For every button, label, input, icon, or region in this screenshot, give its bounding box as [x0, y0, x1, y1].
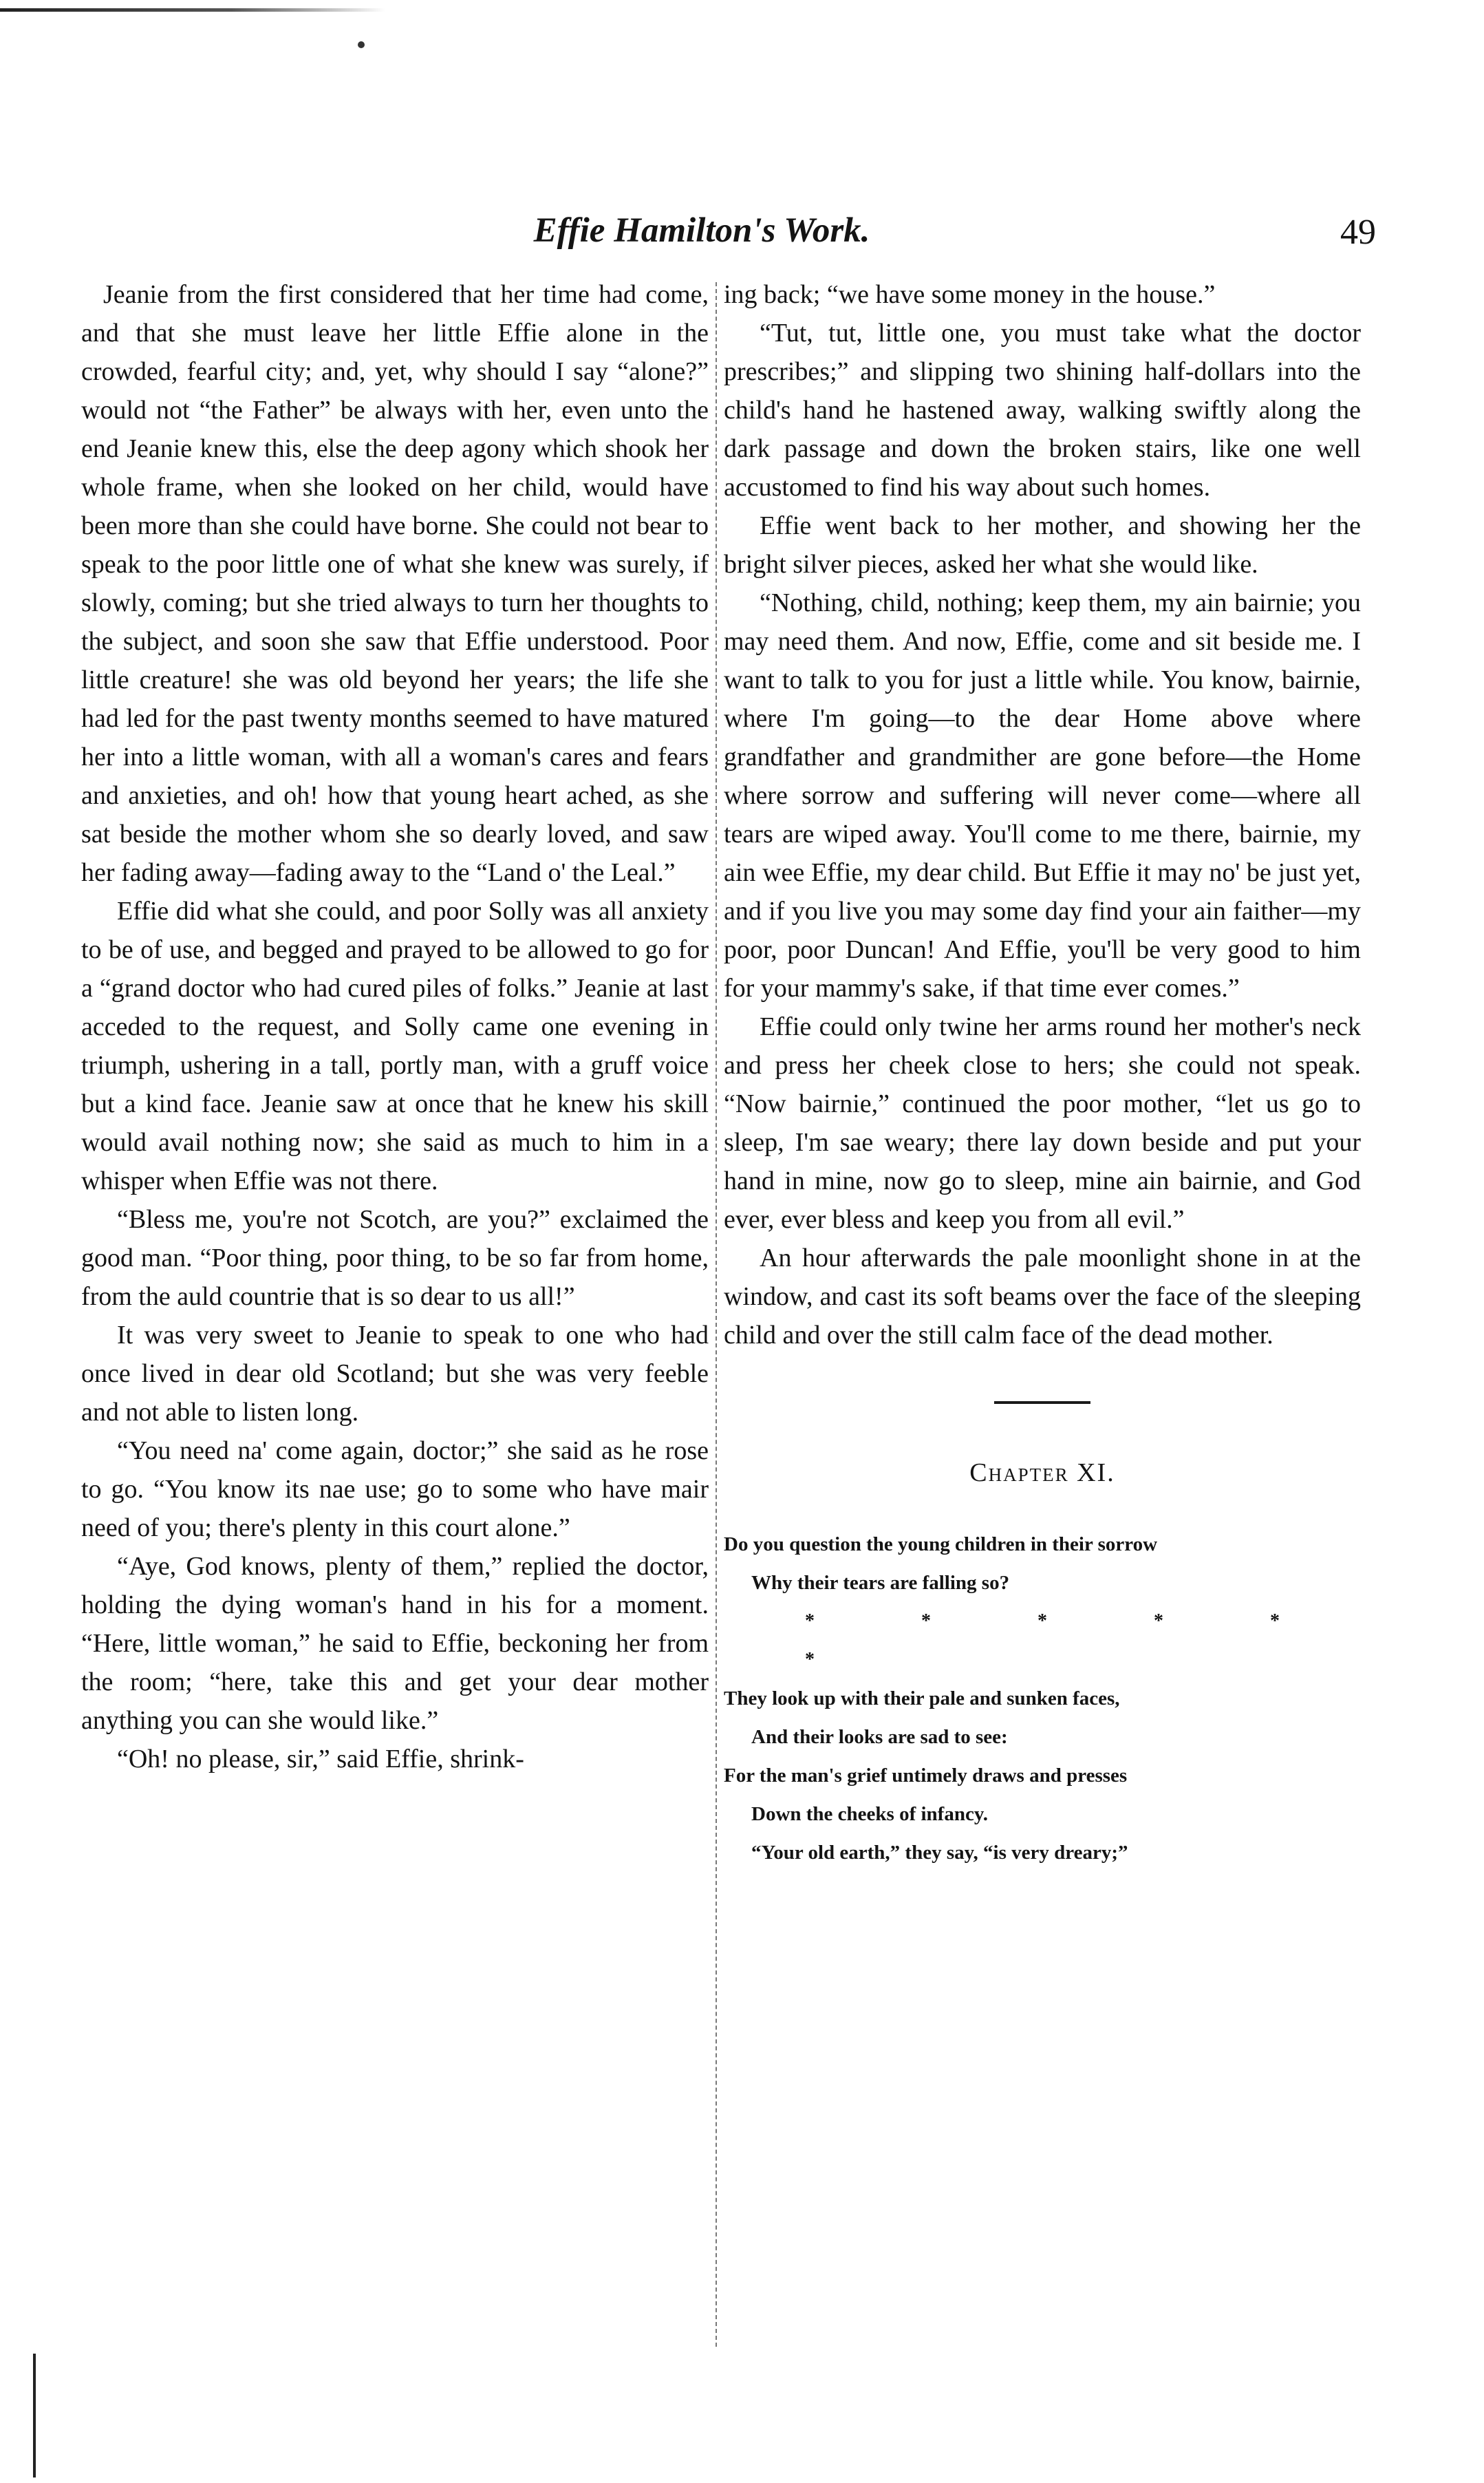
poem-line: For the man's grief untimely draws and presses	[724, 1765, 1128, 1787]
epigraph-poem	[724, 1525, 1361, 1872]
chapter-title: Chapter XI.	[969, 1458, 1115, 1487]
poem-line: Why their tears are falling so?	[751, 1572, 1010, 1594]
poem-line: And their looks are sad to see:	[751, 1726, 1008, 1748]
paragraph: ing back; “we have some money in the house.”	[724, 280, 1216, 309]
running-title: Effie Hamilton's Work.	[533, 211, 870, 250]
scan-edge-mark	[33, 2354, 36, 2477]
paragraph: Effie could only twine her arms round her mother's neck and press her cheek close to hers; she could not speak. “Now bairnie,” continued the poor mother, “let us go to sleep, I'm sae weary; there lay down beside and put your hand in mine, now go to sleep, mine ain bairnie, and God ever, ever bless and keep you from all evil.”	[724, 1012, 1361, 1234]
page-number: 49	[1340, 213, 1376, 252]
paragraph: “Bless me, you're not Scotch, are you?” exclaimed the good man. “Poor thing, poor thing, to be so far from home, from the auld countrie that is so dear to us all!”	[81, 1205, 709, 1311]
paragraph: An hour afterwards the pale moonlight shone in at the window, and cast its soft beams over the face of the sleeping child and over the still calm face of the dead mother.	[724, 1244, 1361, 1350]
poem-line: Do you question the young children in their sorrow	[724, 1533, 1158, 1555]
poem-line: They look up with their pale and sunken faces,	[724, 1687, 1120, 1709]
paragraph: “Oh! no please, sir,” said Effie, shrink-	[117, 1745, 524, 1773]
right-column	[724, 275, 1361, 1872]
poem-line: Down the cheeks of infancy.	[751, 1803, 988, 1825]
chapter-separator-rule	[994, 1401, 1090, 1404]
left-column	[81, 275, 709, 1778]
scan-speck	[358, 41, 365, 48]
poem-ellipsis-stars: * * * * * *	[805, 1610, 1331, 1670]
paragraph: “Nothing, child, nothing; keep them, my ain bairnie; you may need them. And now, Effie, come and sit beside me. I want to talk to you for just a little while. You know, bairnie, where I'm going—to the dear Home above where grandfather and grandmither are gone before—the Home where sorrow and suffering will never come—where all tears are wiped away. You'll come to me there, bairnie, my ain wee Effie, my dear child. But Effie it may no' be just yet, and if you live you may some day find your ain faither—my poor, poor Duncan! And Effie, you'll be very good to him for your mammy's sake, if that time ever comes.”	[724, 588, 1361, 1003]
paragraph: “Tut, tut, little one, you must take what the doctor prescribes;” and slipping two shining half-dollars into the child's hand he hastened away, walking swiftly along the dark passage and down the broken stairs, like one well accustomed to find his way about such homes.	[724, 319, 1361, 502]
paragraph: “Aye, God knows, plenty of them,” replied the doctor, holding the dying woman's hand in his for a moment. “Here, little woman,” he said to Effie, beckoning her from the room; “here, take this and get your dear mother anything you can she would like.”	[81, 1552, 709, 1735]
paragraph: It was very sweet to Jeanie to speak to one who had once lived in dear old Scotland; but she was very feeble and not able to listen long.	[81, 1321, 709, 1427]
paragraph: Effie did what she could, and poor Solly was all anxiety to be of use, and begged and prayed to be allowed to go for a “grand doctor who had cured piles of folks.” Jeanie at last acceded to the request, and Solly came one evening in triumph, ushering in a tall, portly man, with a gruff voice but a kind face. Jeanie saw at once that he knew his skill would avail nothing now; she said as much to him in a whisper when Effie was not there.	[81, 897, 709, 1195]
paragraph: Effie went back to her mother, and showing her the bright silver pieces, asked her what she would like.	[724, 511, 1361, 579]
poem-line: “Your old earth,” they say, “is very dreary;”	[751, 1842, 1128, 1864]
column-divider	[716, 282, 717, 2347]
paragraph: Jeanie from the first considered that her time had come, and that she must leave her little Effie alone in the crowded, fearful city; and, yet, why should I say “alone?” would not “the Father” be always with her, even unto the end Jeanie knew this, else the deep agony which shook her whole frame, when she looked on her child, would have been more than she could have borne. She could not bear to speak to the poor little one of what she knew was surely, if slowly, coming; but she tried always to turn her thoughts to the subject, and soon she saw that Effie understood. Poor little creature! she was old beyond her years; the life she had led for the past twenty months seemed to have matured her into a little woman, with all a woman's cares and fears and anxieties, and oh! how that young heart ached, as she sat beside the mother whom she so dearly loved, and saw her fading away—fading away to the “Land o' the Leal.”	[81, 280, 709, 887]
scan-edge-mark	[0, 8, 385, 12]
paragraph: “You need na' come again, doctor;” she said as he rose to go. “You know its nae use; go to some who have mair need of you; there's plenty in this court alone.”	[81, 1436, 709, 1542]
